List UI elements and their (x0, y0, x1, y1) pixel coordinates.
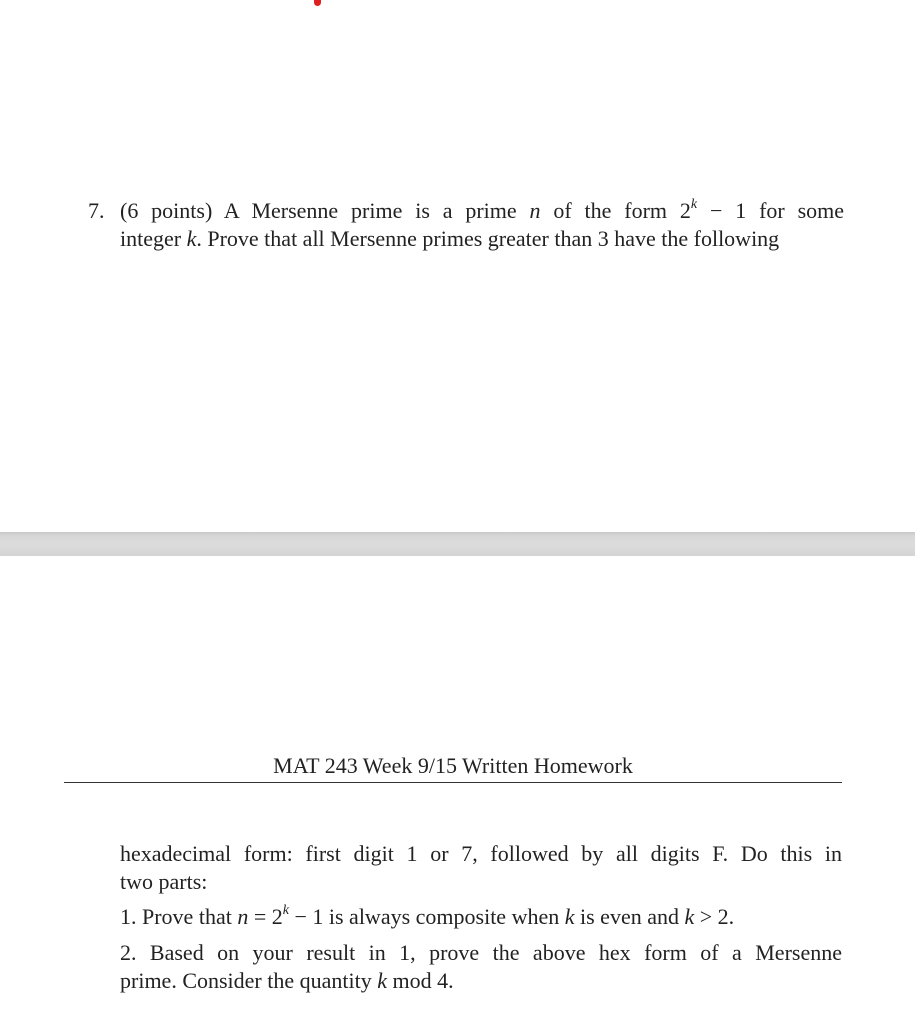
var-n: n (529, 198, 541, 223)
exponent-k: k (690, 196, 698, 212)
problem-line-2: integer k. Prove that all Mersenne primes greater than 3 have the following (120, 226, 780, 251)
page-separator (0, 532, 915, 556)
part-1: 1. Prove that $n = 2^k - 1$ is always composite when k is even and k > 2. (120, 902, 735, 929)
page-header-title: MAT 243 Week 9/15 Written Homework (273, 753, 633, 778)
problem-number: 7. (88, 198, 105, 223)
problem-7 (88, 197, 844, 253)
continuation-text: hexadecimal form: first digit 1 or 7, followed by all digits F. Do this in two parts: (120, 841, 842, 894)
header-rule (64, 782, 842, 783)
part-2: 2. Based on your result in 1, prove the above hex form of a Mersenne prime. Consider the quantity k mod 4. (120, 940, 842, 993)
problem-line-1: 7. (6 points) A Mersenne prime is a prime n of the form $2^k - 1$ for some (88, 196, 845, 223)
pointer-dot (314, 0, 321, 6)
var-k: k (186, 226, 197, 251)
